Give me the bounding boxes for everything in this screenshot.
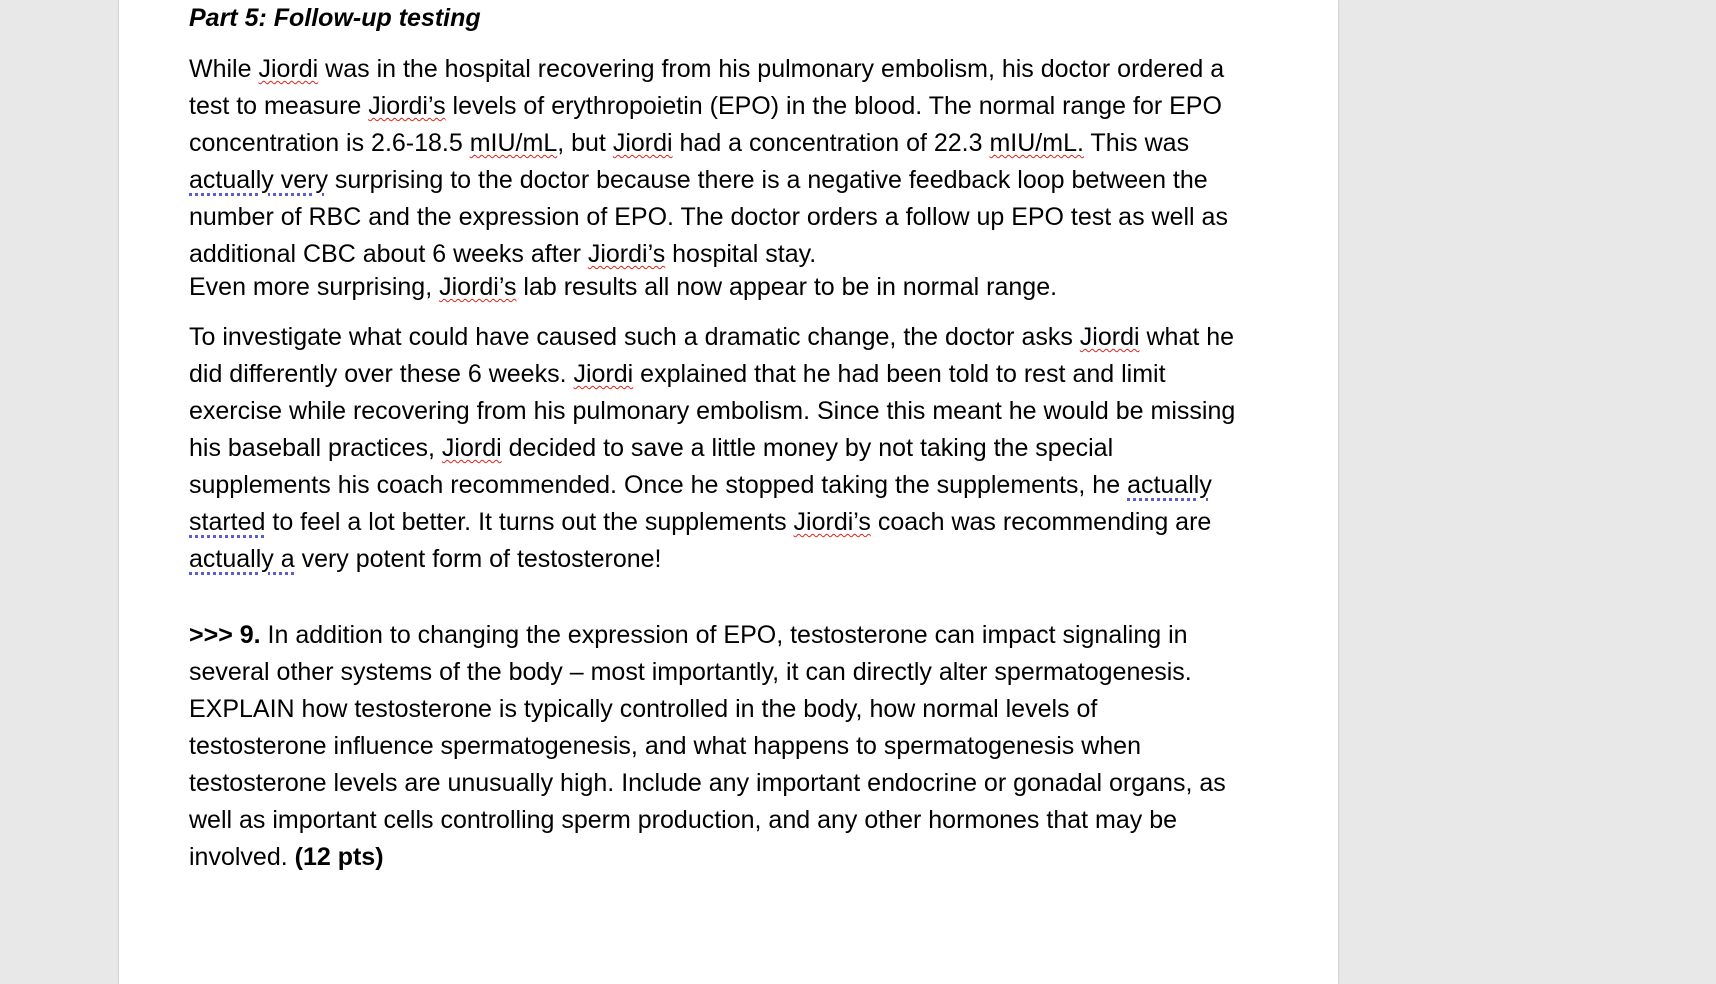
text-line <box>189 269 1057 306</box>
grammar-flagged-phrase[interactable]: actually very <box>189 166 328 194</box>
text-line <box>189 839 1226 876</box>
text-run: test to measure <box>189 92 369 120</box>
spelling-flagged-word[interactable]: Jiordi <box>258 55 319 83</box>
text-run: This was <box>1083 129 1190 157</box>
text-run: well as important cells controlling sperm production, and any other hormones that may be <box>189 806 1178 834</box>
text-run: number of RBC and the expression of EPO. The doctor orders a follow up EPO test as well as <box>189 203 1228 231</box>
text-line <box>189 51 1228 88</box>
text-run: To investigate what could have caused such a dramatic change, the doctor asks <box>189 323 1080 351</box>
text-run: decided to save a little money by not taking the special <box>501 434 1114 462</box>
text-line <box>189 802 1226 839</box>
spelling-flagged-word[interactable]: Jiordi <box>441 434 502 462</box>
text-line <box>189 393 1235 430</box>
text-line <box>189 691 1226 728</box>
spelling-flagged-word[interactable]: mIU/mL <box>469 129 558 157</box>
text-run: Even more surprising, <box>189 273 440 301</box>
text-line <box>189 125 1228 162</box>
paragraph-initial-test <box>189 51 1228 273</box>
spelling-flagged-word[interactable]: mIU/mL. <box>989 129 1084 157</box>
text-run: testosterone levels are unusually high. Include any important endocrine or gonadal organs, as <box>189 769 1226 797</box>
text-run: supplements his coach recommended. Once he stopped taking the supplements, he <box>189 471 1128 499</box>
paragraph-investigation <box>189 319 1235 578</box>
text-line <box>189 199 1228 236</box>
text-run: testosterone influence spermatogenesis, and what happens to spermatogenesis when <box>189 732 1141 760</box>
section-heading: Part 5: Follow-up testing <box>189 4 481 32</box>
text-run: , but <box>557 129 613 157</box>
text-run: concentration is 2.6-18.5 <box>189 129 470 157</box>
spelling-flagged-word[interactable]: Jiordi’s <box>439 273 517 301</box>
text-line <box>189 356 1235 393</box>
spelling-flagged-word[interactable]: Jiordi <box>612 129 673 157</box>
text-run: had a concentration of 22.3 <box>672 129 990 157</box>
grammar-flagged-phrase[interactable]: actually <box>1127 471 1212 499</box>
text-line <box>189 728 1226 765</box>
text-line <box>189 765 1226 802</box>
grammar-flagged-phrase[interactable]: actually a <box>189 545 295 573</box>
text-run: to feel a lot better. It turns out the supplements <box>265 508 794 536</box>
document-page <box>119 0 1338 984</box>
text-line <box>189 236 1228 273</box>
text-run: explained that he had been told to rest and limit <box>633 360 1166 388</box>
spelling-flagged-word[interactable]: Jiordi’s <box>587 240 666 268</box>
text-run: levels of erythropoietin (EPO) in the blood. The normal range for EPO <box>445 92 1222 120</box>
text-line <box>189 162 1228 199</box>
text-line <box>189 504 1235 541</box>
text-line <box>189 467 1235 504</box>
text-run: was in the hospital recovering from his pulmonary embolism, his doctor ordered a <box>318 55 1225 83</box>
text-run: >>> 9. <box>189 621 261 649</box>
spelling-flagged-word[interactable]: Jiordi <box>573 360 634 388</box>
paragraph-normal-results <box>189 269 1057 306</box>
text-line <box>189 88 1228 125</box>
text-run: While <box>189 55 259 83</box>
text-line <box>189 319 1235 356</box>
text-run: lab results all now appear to be in normal range. <box>516 273 1058 301</box>
text-line <box>189 654 1226 691</box>
spelling-flagged-word[interactable]: Jiordi’s <box>793 508 871 536</box>
question-9 <box>189 617 1226 876</box>
text-line <box>189 617 1226 654</box>
text-run: did differently over these 6 weeks. <box>189 360 574 388</box>
text-run: surprising to the doctor because there is a negative feedback loop between the <box>327 166 1208 194</box>
spelling-flagged-word[interactable]: Jiordi’s <box>368 92 446 120</box>
text-run: his baseball practices, <box>189 434 442 462</box>
text-run: very potent form of testosterone! <box>294 545 662 573</box>
text-line <box>189 541 1235 578</box>
text-run: hospital stay. <box>665 240 817 268</box>
text-run: (12 pts) <box>294 843 384 871</box>
text-line <box>189 430 1235 467</box>
text-run: additional CBC about 6 weeks after <box>189 240 588 268</box>
grammar-flagged-phrase[interactable]: started <box>189 508 266 536</box>
text-run: exercise while recovering from his pulmonary embolism. Since this meant he would be missing <box>189 397 1236 425</box>
text-run: involved. <box>189 843 295 871</box>
text-run: In addition to changing the expression of EPO, testosterone can impact signaling in <box>260 621 1188 649</box>
text-run: coach was recommending are <box>870 508 1212 536</box>
text-run: EXPLAIN how testosterone is typically controlled in the body, how normal levels of <box>189 695 1098 723</box>
spelling-flagged-word[interactable]: Jiordi <box>1079 323 1140 351</box>
text-run: what he <box>1139 323 1235 351</box>
text-run: several other systems of the body – most importantly, it can directly alter spermatogenesis. <box>189 658 1192 686</box>
